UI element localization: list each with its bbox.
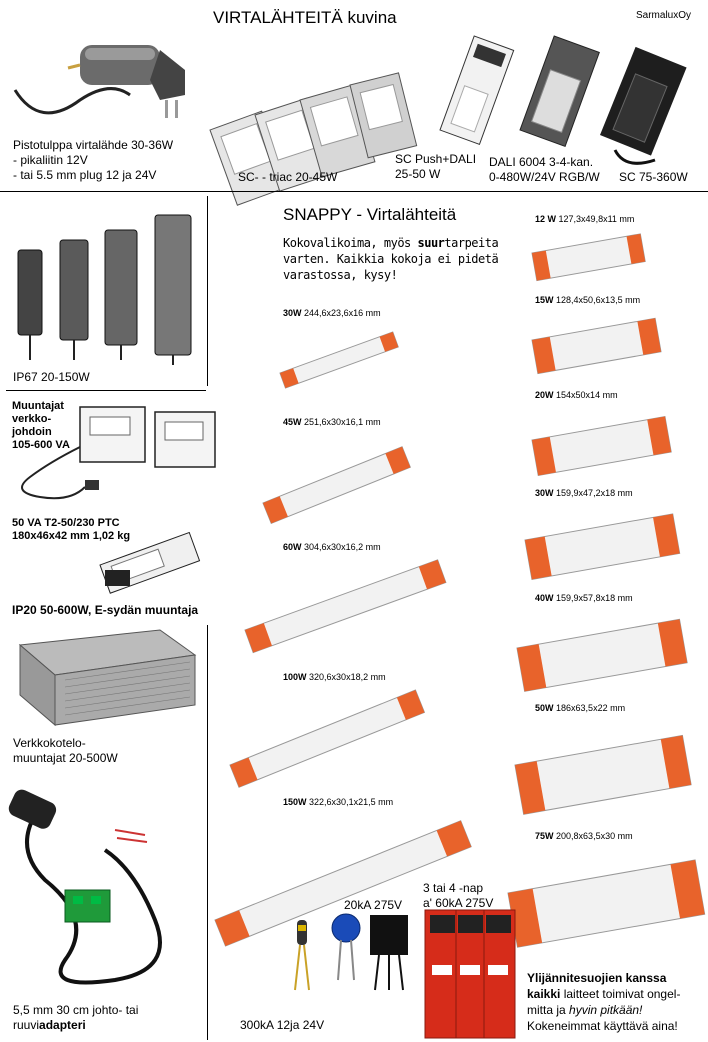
sc-triac-drivers-image bbox=[205, 30, 415, 170]
adapter-caption-bold: adapteri bbox=[39, 1018, 86, 1032]
driver-12w-image bbox=[527, 225, 647, 280]
verkko-caption-line: muuntajat 20-500W bbox=[13, 751, 118, 765]
t2-transformer-image bbox=[95, 520, 205, 595]
plug-adapter-image bbox=[10, 20, 200, 140]
driver-40w-image bbox=[512, 603, 687, 693]
t2-caption-line: 180x46x42 mm 1,02 kg bbox=[12, 530, 131, 542]
sc-triac-caption: SC- - triac 20-45W bbox=[238, 170, 338, 184]
adapter-caption-word: ruuvi bbox=[13, 1018, 40, 1032]
surge-20ka-label: 20kA 275V bbox=[344, 898, 403, 912]
top-separator bbox=[0, 191, 708, 192]
ip20-caption: IP20 50-600W, E-sydän muuntaja bbox=[12, 603, 199, 617]
left-section-separator-1 bbox=[6, 390, 206, 391]
surge-din-rail-image bbox=[420, 905, 520, 1040]
muuntajat-caption-line: verkko- bbox=[12, 413, 52, 425]
sc-push-caption-line: 25-50 W bbox=[395, 167, 441, 181]
sc75-caption: SC 75-360W bbox=[619, 170, 688, 184]
sc-push-caption-line: SC Push+DALI bbox=[395, 152, 477, 166]
plug-caption-line: Pistotulppa virtalähde 30-36W bbox=[13, 138, 174, 152]
surge-warning bbox=[527, 970, 705, 1034]
plug-caption-line: - tai 5.5 mm plug 12 ja 24V bbox=[13, 168, 157, 182]
surge-300ka-label: 300kA 12ja 24V bbox=[240, 1018, 325, 1032]
ip67-caption: IP67 20-150W bbox=[13, 370, 90, 384]
adapter-caption-line: 5,5 mm 30 cm johto- tai bbox=[13, 1003, 139, 1017]
surge-20ka-varistor-image bbox=[328, 910, 368, 985]
snappy-spec-45w: 45W 251,6x30x16,1 mm bbox=[283, 417, 381, 427]
driver-20w-image bbox=[527, 402, 672, 477]
warning-line-3: mitta ja bbox=[527, 1003, 570, 1017]
warning-line-2: laitteet toimivat ongel- bbox=[560, 987, 681, 1001]
adapter-cable-image bbox=[5, 790, 205, 995]
snappy-spec-150w: 150W 322,6x30,1x21,5 mm bbox=[283, 797, 394, 807]
surge-black-module-image bbox=[365, 910, 415, 995]
warning-bold-word: kaikki bbox=[527, 987, 561, 1001]
surge-small-12v-image bbox=[285, 915, 325, 995]
surge-3or4-label: a' 60kA 275V bbox=[423, 896, 494, 910]
driver-15w-image bbox=[527, 305, 662, 375]
page-title: VIRTALÄHTEITÄ kuvina bbox=[213, 8, 397, 27]
driver-50w-image bbox=[510, 715, 690, 815]
plug-caption-line: - pikaliitin 12V bbox=[13, 153, 88, 167]
dali-6004-image bbox=[510, 25, 600, 155]
snappy-desc-text: tarpeita varten. Kaikkia kokoja ei pidetä varastossa, kysy! bbox=[283, 236, 499, 282]
snappy-spec-30w-right: 30W 159,9x47,2x18 mm bbox=[535, 488, 633, 498]
snappy-spec-15w: 15W 128,4x50,6x13,5 mm bbox=[535, 295, 641, 305]
left-column-divider-bottom bbox=[207, 625, 208, 1040]
snappy-spec-30w: 30W 244,6x23,6x16 mm bbox=[283, 308, 381, 318]
snappy-spec-100w: 100W 320,6x30x18,2 mm bbox=[283, 672, 386, 682]
sc-75-360w-image bbox=[595, 40, 695, 165]
driver-75w-image bbox=[503, 838, 703, 948]
ip67-drivers-image bbox=[10, 210, 200, 365]
snappy-spec-50w: 50W 186x63,5x22 mm bbox=[535, 703, 626, 713]
snappy-description bbox=[283, 235, 513, 283]
snappy-spec-60w: 60W 304,6x30x16,2 mm bbox=[283, 542, 381, 552]
snappy-spec-20w: 20W 154x50x14 mm bbox=[535, 390, 618, 400]
snappy-title: SNAPPY - Virtalähteitä bbox=[283, 205, 457, 224]
sc-push-dali-image bbox=[425, 25, 515, 155]
driver-100w-image bbox=[225, 675, 425, 780]
muuntajat-caption-line: Muuntajat bbox=[12, 400, 64, 412]
muuntajat-caption-line: 105-600 VA bbox=[12, 439, 70, 451]
driver-60w-image bbox=[240, 535, 450, 645]
snappy-desc-text: Kokovalikoima, myös bbox=[283, 236, 418, 250]
verkkokotelo-image bbox=[10, 625, 200, 730]
warning-italic: hyvin pitkään! bbox=[569, 1003, 643, 1017]
warning-line-4: Kokeneimmat käyttävä aina! bbox=[527, 1019, 678, 1033]
muuntajat-caption-line: johdoin bbox=[12, 426, 52, 438]
left-column-divider-top bbox=[207, 196, 208, 386]
driver-45w-image bbox=[258, 425, 418, 520]
dali-caption-line: 0-480W/24V RGB/W bbox=[489, 170, 600, 184]
snappy-spec-75w: 75W 200,8x63,5x30 mm bbox=[535, 831, 633, 841]
snappy-desc-bold: suur bbox=[417, 236, 445, 250]
driver-30w-image bbox=[275, 318, 405, 388]
t2-caption-line: 50 VA T2-50/230 PTC bbox=[12, 517, 120, 529]
driver-30w-right-image bbox=[520, 498, 680, 583]
snappy-spec-40w: 40W 159,9x57,8x18 mm bbox=[535, 593, 633, 603]
snappy-spec-12w: 12 W 127,3x49,8x11 mm bbox=[535, 214, 635, 224]
transformers-image bbox=[10, 392, 210, 512]
surge-3or4-label: 3 tai 4 -nap bbox=[423, 881, 484, 895]
verkko-caption-line: Verkkokotelo- bbox=[13, 736, 86, 750]
warning-line-1: Ylijännitesuojien kanssa bbox=[527, 971, 667, 985]
brand-name: SarmaluxOy bbox=[636, 10, 692, 21]
dali-caption-line: DALI 6004 3-4-kan. bbox=[489, 155, 594, 169]
